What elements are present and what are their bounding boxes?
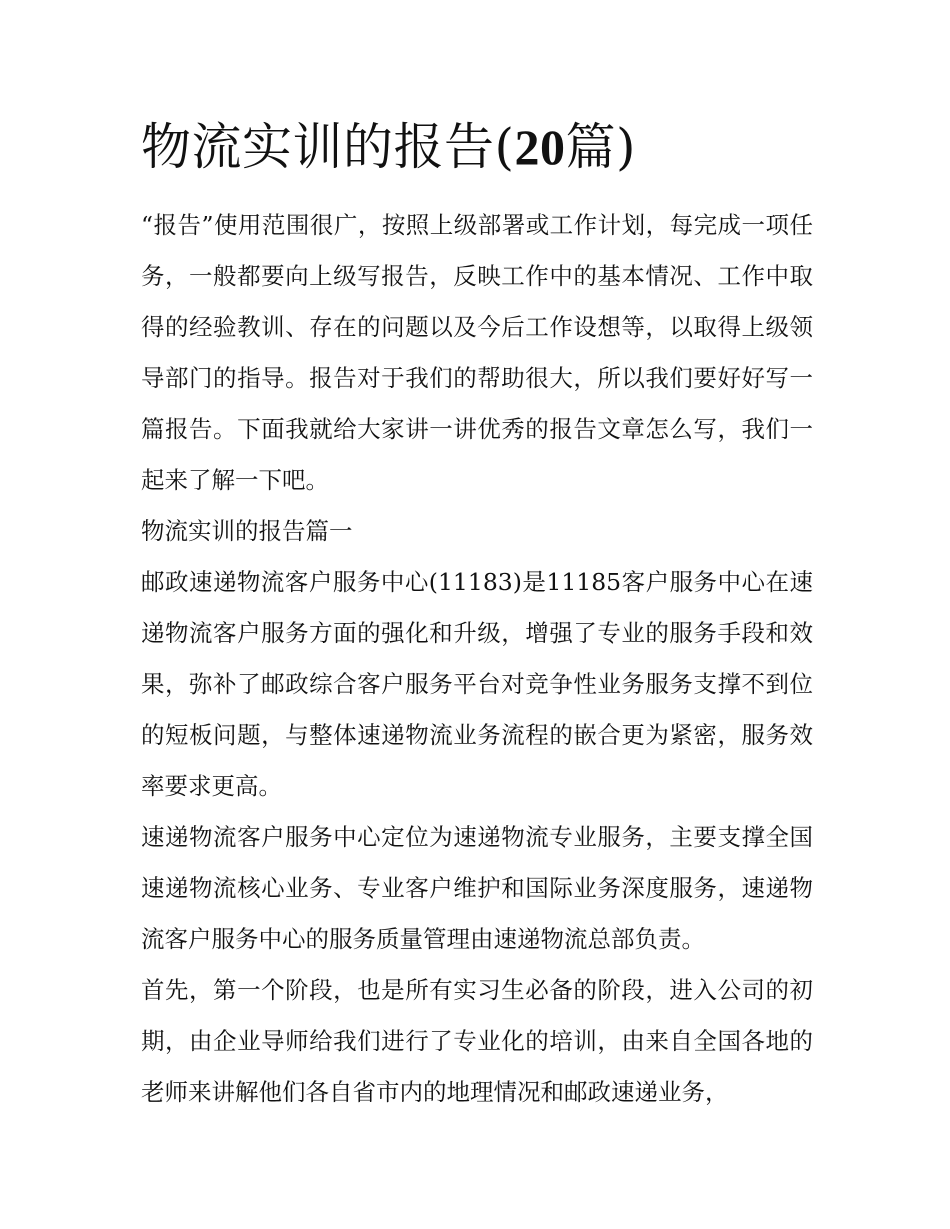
section-heading: 物流实训的报告篇一 [141,517,353,545]
title-number: 20 [514,119,566,175]
document-page [141,112,813,1118]
body-paragraph-1: 邮政速递物流客户服务中心(11183)是11185客户服务中心在速递物流客户服务方面的强化和升级，增强了专业的服务手段和效果，弥补了邮政综合客户服务平台对竞争性业务服务支撑不到位的短板问题，与整体速递物流业务流程的嵌合更为紧密，服务效率要求更高。 [141,568,813,800]
intro-paragraph: “报告”使用范围很广，按照上级部署或工作计划，每完成一项任务，一般都要向上级写报告，反映工作中的基本情况、工作中取得的经验教训、存在的问题以及今后工作设想等，以取得上级领导部门的指导。报告对于我们的帮助很大，所以我们要好好写一篇报告。下面我就给大家讲一讲优秀的报告文章怎么写，我们一起来了解一下吧。 [141,211,813,494]
document-title [141,112,813,182]
title-suffix: 篇) [565,118,637,176]
title-prefix: 物流实训的报告( [141,118,515,176]
body-paragraph-2: 速递物流客户服务中心定位为速递物流专业服务，主要支撑全国速递物流核心业务、专业客户维护和国际业务深度服务，速递物流客户服务中心的服务质量管理由速递物流总部负责。 [141,823,813,953]
body-paragraph-3: 首先，第一个阶段，也是所有实习生必备的阶段，进入公司的初期，由企业导师给我们进行了专业化的培训，由来自全国各地的老师来讲解他们各自省市内的地理情况和邮政速递业务， [141,976,813,1106]
